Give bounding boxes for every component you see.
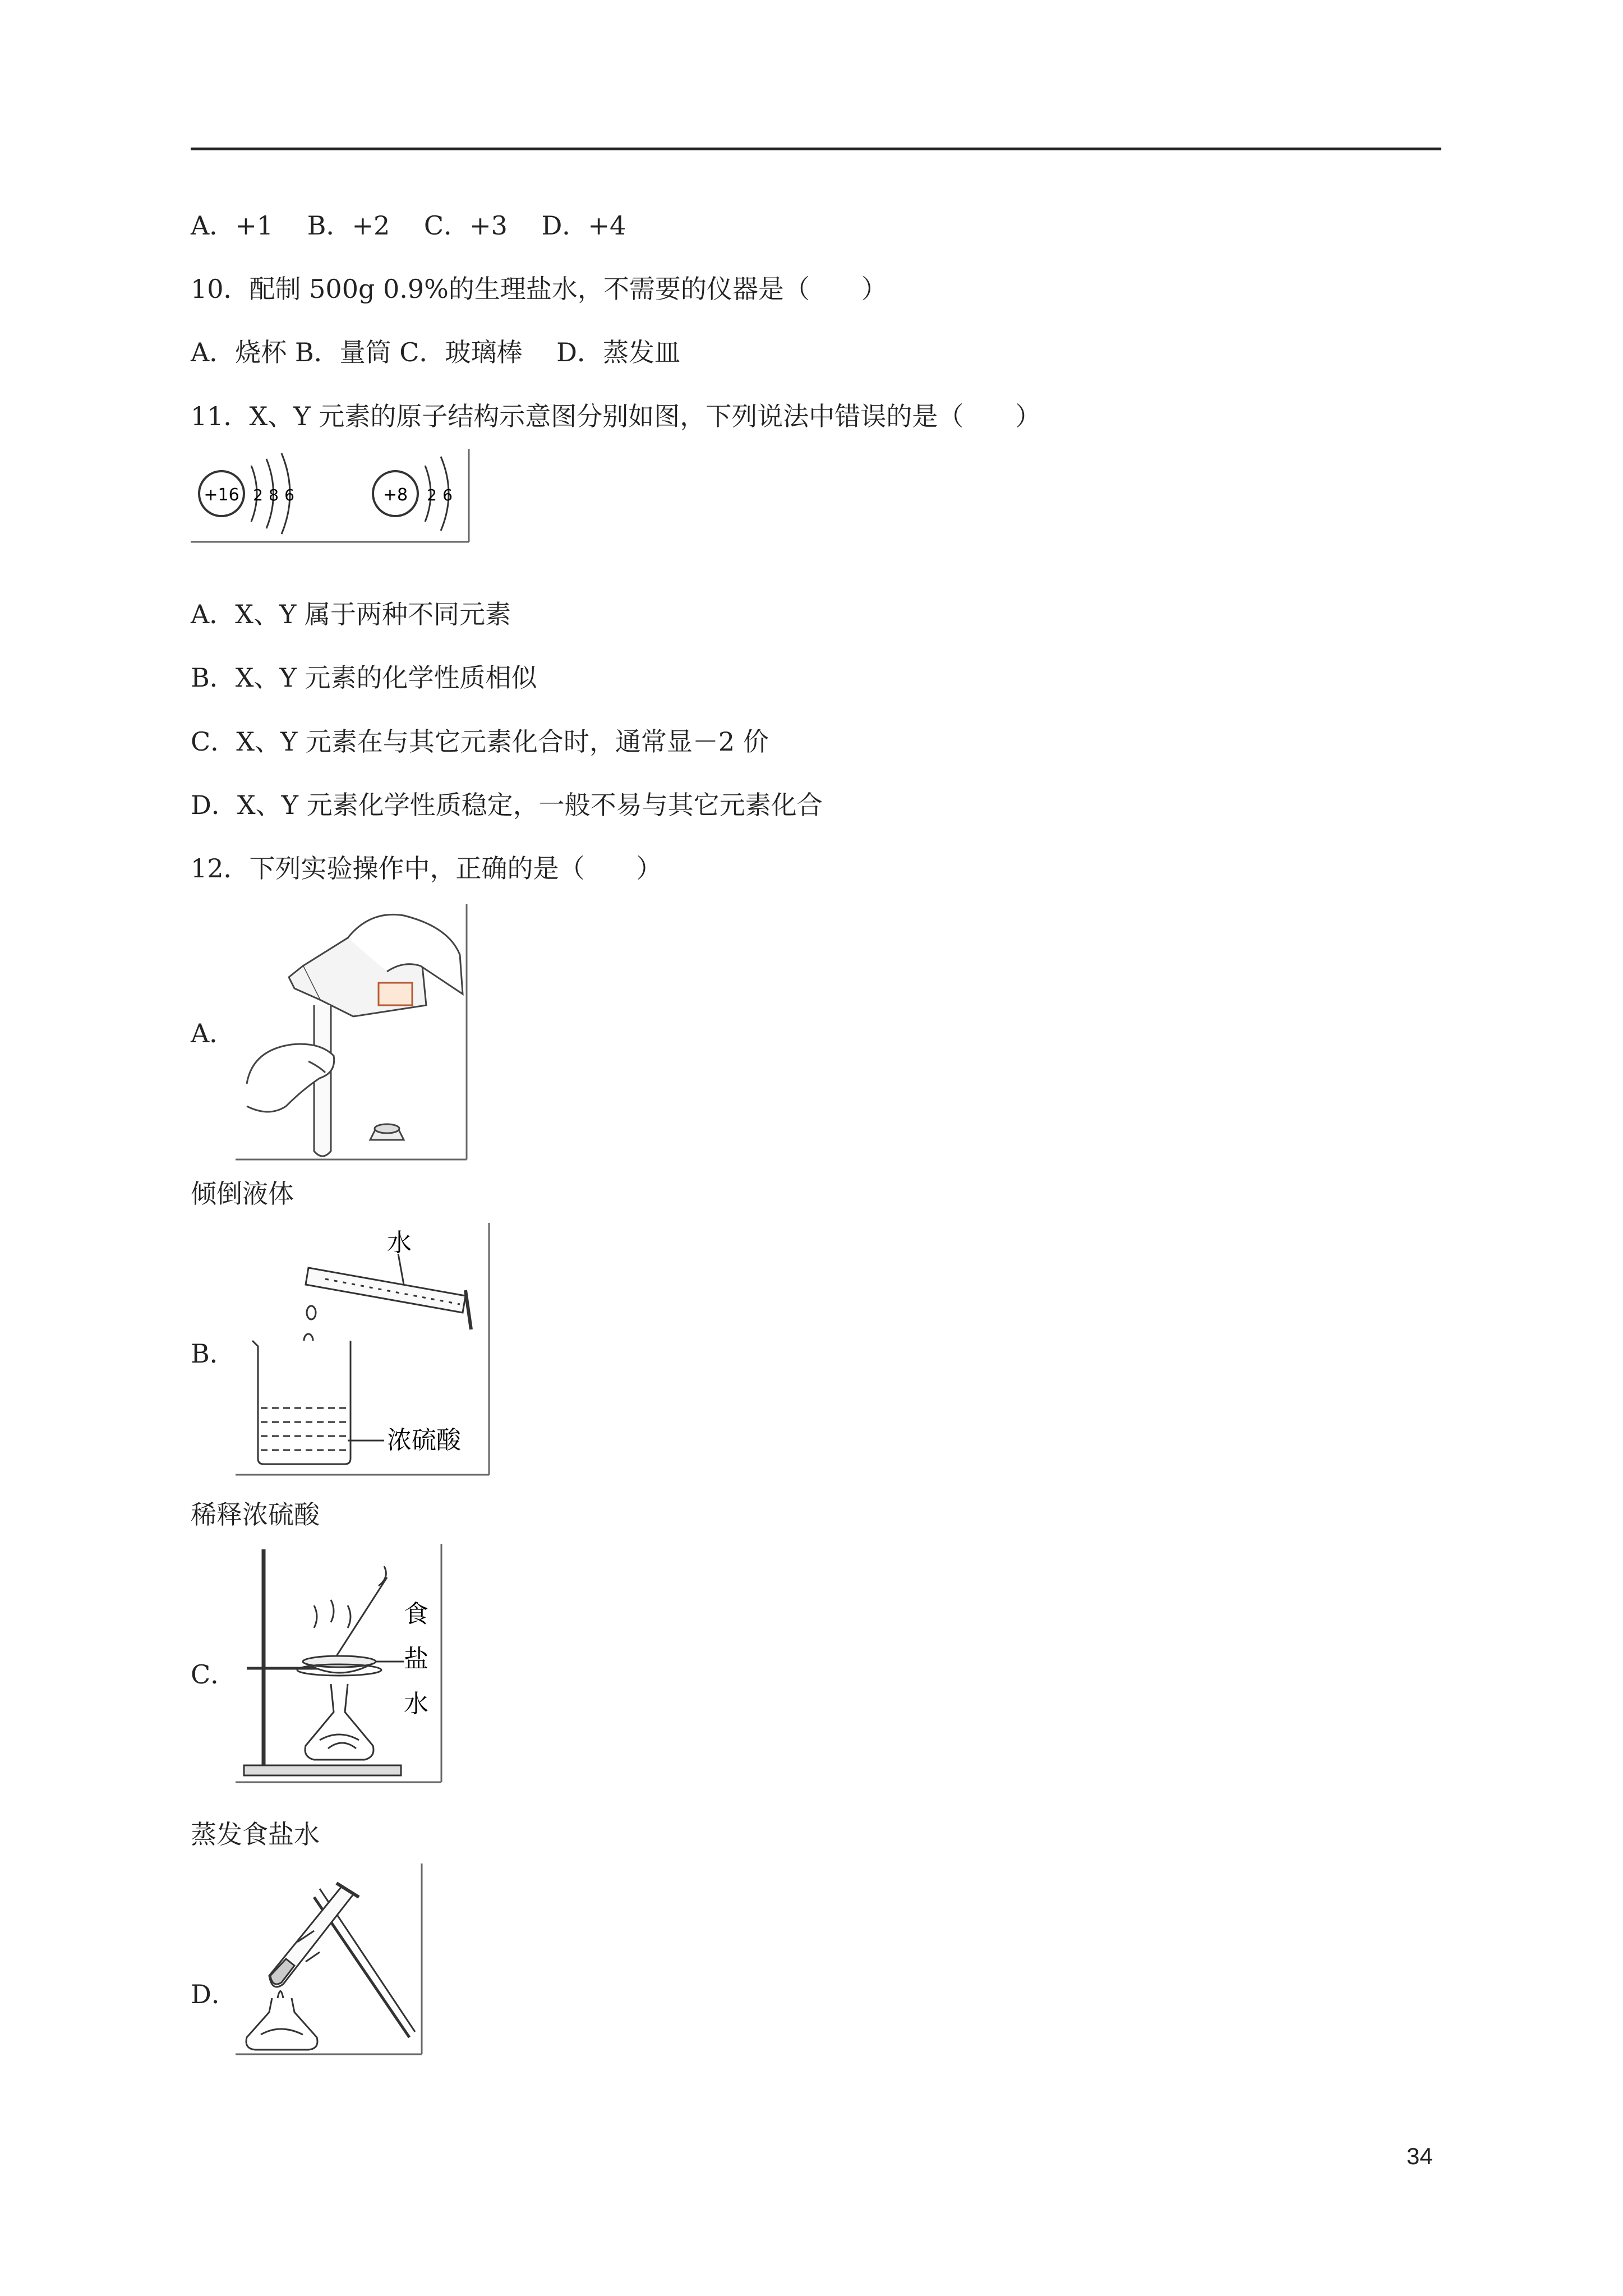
conc-sulfuric-acid-label: 浓硫酸 bbox=[387, 1426, 461, 1455]
evaporate-salt-water-figure bbox=[236, 1544, 443, 1784]
page-number: 34 bbox=[1407, 2143, 1433, 2169]
q11-stem: 11．X、Y 元素的原子结构示意图分别如图，下列说法中错误的是（ ） bbox=[191, 401, 1041, 431]
q12-option-a-letter: A． bbox=[191, 1018, 236, 1048]
atom-x-shell-1: 2 bbox=[253, 486, 263, 504]
heat-test-tube-figure bbox=[236, 1864, 423, 2056]
q12-option-d-letter: D． bbox=[191, 1979, 237, 2009]
q12-option-c-letter: C． bbox=[191, 1659, 237, 1690]
water-label: 水 bbox=[387, 1228, 412, 1257]
atom-structure-figure bbox=[191, 449, 471, 544]
q11-option-b: B．X、Y 元素的化学性质相似 bbox=[191, 662, 537, 693]
atom-y-shell-2: 6 bbox=[442, 486, 453, 504]
salt-water-label-char-1: 食 bbox=[404, 1600, 428, 1628]
dilute-acid-figure bbox=[236, 1223, 491, 1476]
q10-options: A．烧杯 B．量筒 C．玻璃棒 D．蒸发皿 bbox=[191, 337, 680, 367]
q11-option-a: A．X、Y 属于两种不同元素 bbox=[191, 599, 511, 629]
q11-option-c: C．X、Y 元素在与其它元素化合时，通常显－2 价 bbox=[191, 726, 769, 757]
atom-structure-diagram bbox=[191, 449, 471, 544]
atom-y-shell-1: 2 bbox=[427, 486, 437, 504]
pouring-liquid-illustration bbox=[236, 904, 468, 1161]
q12-stem: 12．下列实验操作中，正确的是（ ） bbox=[191, 853, 662, 884]
evaporate-salt-water-illustration bbox=[236, 1544, 443, 1784]
header-rule bbox=[191, 148, 1441, 150]
q12-option-b-letter: B． bbox=[191, 1338, 236, 1369]
dilute-acid-illustration bbox=[236, 1223, 491, 1476]
salt-water-label-char-2: 盐 bbox=[404, 1645, 428, 1673]
atom-y-nucleus: +8 bbox=[382, 485, 408, 505]
atom-x-shell-2: 8 bbox=[269, 486, 279, 504]
q11-option-d: D．X、Y 元素化学性质稳定，一般不易与其它元素化合 bbox=[191, 790, 823, 820]
q10-stem: 10．配制 500g 0.9%的生理盐水，不需要的仪器是（ ） bbox=[191, 274, 887, 304]
q12-option-c-caption: 蒸发食盐水 bbox=[191, 1819, 320, 1849]
atom-x-nucleus: +16 bbox=[204, 485, 239, 505]
pouring-liquid-figure bbox=[236, 904, 468, 1161]
q9-options: A．+1 B．+2 C．+3 D．+4 bbox=[191, 210, 626, 241]
q12-option-b-caption: 稀释浓硫酸 bbox=[191, 1499, 320, 1530]
heat-test-tube-illustration bbox=[236, 1864, 423, 2056]
atom-x-shell-3: 6 bbox=[284, 486, 294, 504]
salt-water-label-char-3: 水 bbox=[404, 1690, 428, 1718]
q12-option-a-caption: 倾倒液体 bbox=[191, 1179, 294, 1209]
